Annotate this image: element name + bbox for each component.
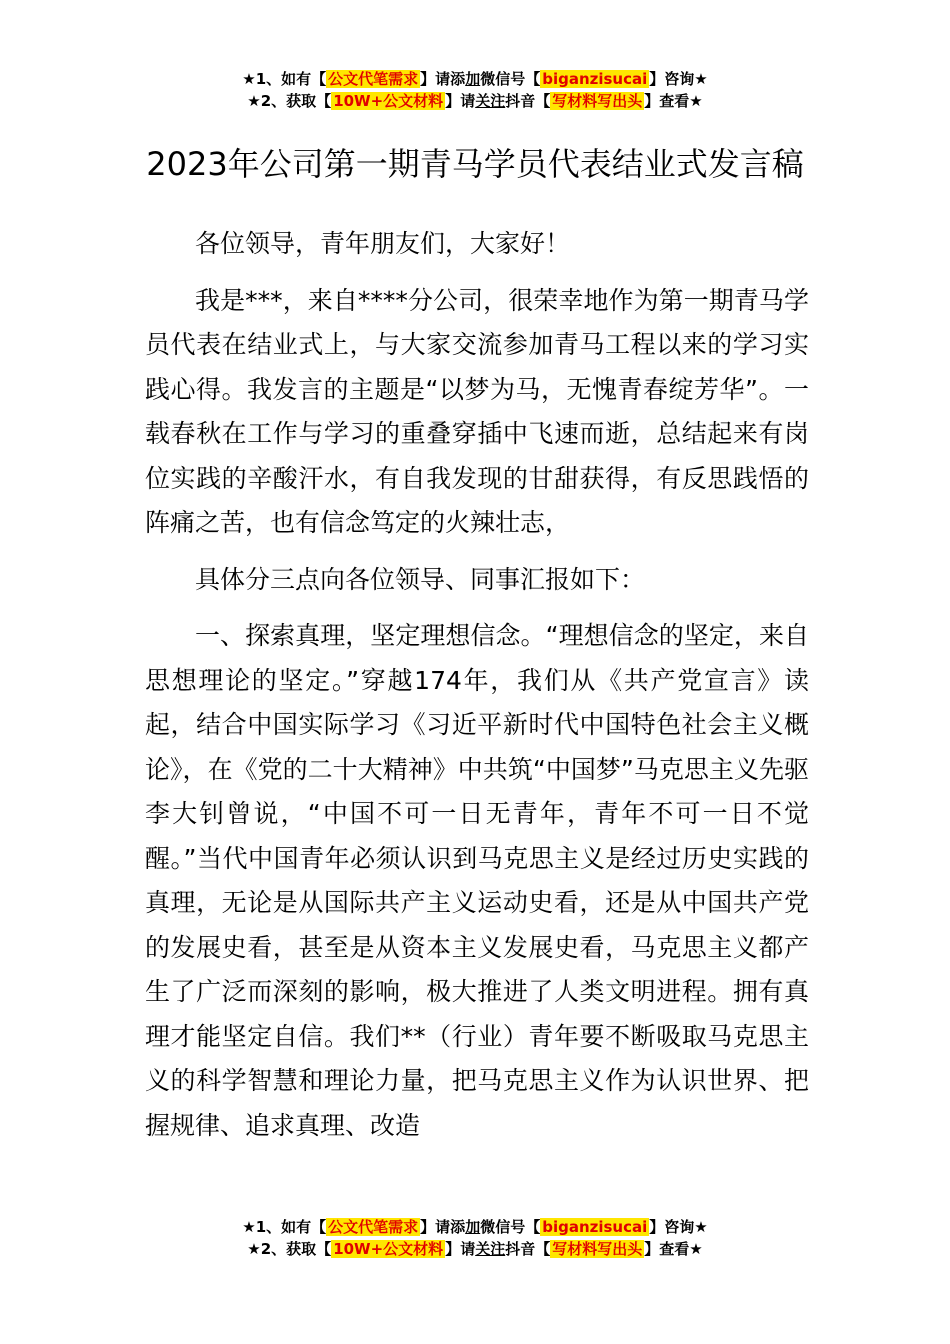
promo-wechat-id: biganzisucai [542, 1218, 648, 1236]
promo-text: ★2、获取【 [247, 1240, 332, 1258]
promo-header [0, 68, 950, 112]
promo-underlined: 关注 [475, 1240, 506, 1258]
paragraph: 各位领导，青年朋友们，大家好！ [195, 229, 571, 258]
promo-text: 】查看★ [644, 92, 703, 110]
promo-footer [0, 1216, 950, 1260]
promo-text: 】查看★ [644, 1240, 703, 1258]
promo-underlined: 加 [465, 70, 481, 88]
promo-highlight: 公文代笔需求 [328, 70, 419, 88]
paragraph: 一、探索真理，坚定理想信念。“理想信念的坚定，来自思想理论的坚定。”穿越174年，我们从《共产党宣言》读起，结合中国实际学习《习近平新时代中国特色社会主义概论》，在《党的二十大精神》中共筑“中国梦”马克思主义先驱李大钊曾说，“中国不可一日无青年，青年不可一日不觉醒。”当代中国青年必须认识到马克思主义是经过历史实践的真理，无论是从国际共产主义运动史看，还是从中国共产党的发展史看，甚至是从资本主义发展史看，马克思主义都产生了广泛而深刻的影响，极大推进了人类文明进程。拥有真理才能坚定自信。我们**（行业）青年要不断吸取马克思主义的科学智慧和理论力量，把马克思主义作为认识世界、把握规律、追求真理、改造 [145, 621, 809, 1140]
promo-line-1 [0, 68, 950, 90]
paragraph: 我是***，来自****分公司，很荣幸地作为第一期青马学员代表在结业式上，与大家交流参加青马工程以来的学习实践心得。我发言的主题是“以梦为马，无愧青春绽芳华”。一载春秋在工作与学习的重叠穿插中飞速而逝，总结起来有岗位实践的辛酸汗水，有自我发现的甘甜获得，有反思践悟的阵痛之苦，也有信念笃定的火辣壮志， [145, 285, 809, 537]
promo-text: 抖音【 [505, 1240, 551, 1258]
promo-highlight: 10W+公文材料 [333, 1240, 444, 1258]
promo-text: 微信号【 [480, 1218, 541, 1236]
document-body [145, 222, 809, 1160]
promo-line-2 [0, 90, 950, 112]
promo-highlight: 公文代笔需求 [328, 1218, 419, 1236]
promo-douyin-id: 写材料写出头 [552, 1240, 643, 1258]
promo-text: 】请添 [420, 70, 466, 88]
promo-text: 】请 [445, 1240, 476, 1258]
promo-underlined: 加 [465, 1218, 481, 1236]
promo-text: 微信号【 [480, 70, 541, 88]
promo-text: 】咨询★ [649, 1218, 708, 1236]
promo-text: 】咨询★ [649, 70, 708, 88]
promo-underlined: 关注 [475, 92, 506, 110]
promo-wechat-id: biganzisucai [542, 70, 648, 88]
promo-line-1 [0, 1216, 950, 1238]
promo-line-2 [0, 1238, 950, 1260]
paragraph: 具体分三点向各位领导、同事汇报如下： [195, 564, 646, 594]
promo-text: ★2、获取【 [247, 92, 332, 110]
promo-highlight: 10W+公文材料 [333, 92, 444, 110]
promo-text: 】请添 [420, 1218, 466, 1236]
promo-text: 】请 [445, 92, 476, 110]
document-title: 2023年公司第一期青马学员代表结业式发言稿 [146, 145, 804, 184]
promo-text: 抖音【 [505, 92, 551, 110]
promo-douyin-id: 写材料写出头 [552, 92, 643, 110]
promo-text: ★1、如有【 [242, 1218, 327, 1236]
promo-text: ★1、如有【 [242, 70, 327, 88]
